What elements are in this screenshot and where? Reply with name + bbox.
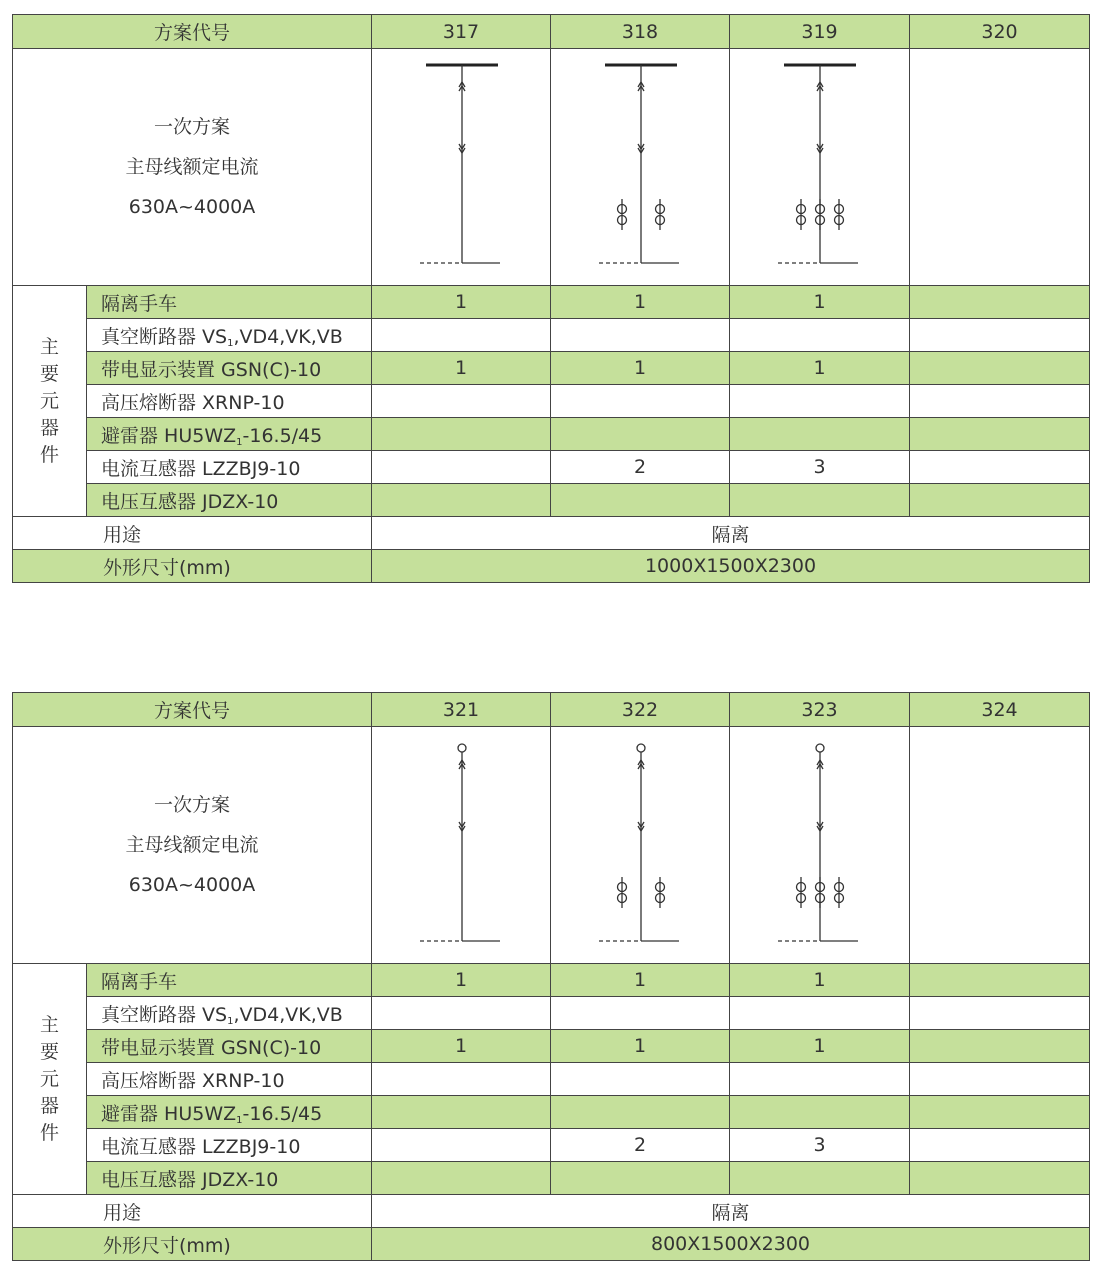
component-name-text: 电压互感器 JDZX-10 bbox=[101, 1168, 279, 1191]
main-components-char: 器 bbox=[39, 416, 59, 439]
component-quantity bbox=[910, 352, 1090, 385]
component-name bbox=[87, 997, 372, 1030]
component-name bbox=[87, 451, 372, 484]
component-quantity: 1 bbox=[730, 286, 910, 319]
component-row bbox=[13, 1096, 1090, 1129]
component-quantity bbox=[910, 964, 1090, 997]
component-name bbox=[87, 964, 372, 997]
component-quantity bbox=[551, 1063, 730, 1096]
spec-table bbox=[12, 14, 1090, 583]
scheme-code: 317 bbox=[372, 15, 551, 49]
component-name bbox=[87, 484, 372, 517]
component-quantity: 1 bbox=[551, 286, 730, 319]
main-components-char: 主 bbox=[39, 1013, 59, 1036]
component-name-subscript: 1 bbox=[227, 1015, 234, 1027]
component-name-text: 高压熔断器 XRNP-10 bbox=[101, 1069, 285, 1092]
component-row bbox=[13, 418, 1090, 451]
component-name-text: 隔离手车 bbox=[101, 970, 178, 993]
single-line-diagram bbox=[730, 49, 910, 286]
scheme-code: 324 bbox=[910, 693, 1090, 727]
component-name bbox=[87, 418, 372, 451]
single-line-diagram bbox=[372, 49, 551, 286]
component-name bbox=[87, 1129, 372, 1162]
scheme-code: 320 bbox=[910, 15, 1090, 49]
component-name-subscript: 1 bbox=[236, 1114, 243, 1126]
component-row bbox=[13, 1162, 1090, 1195]
component-quantity: 1 bbox=[730, 964, 910, 997]
component-row bbox=[13, 964, 1090, 997]
component-quantity bbox=[551, 385, 730, 418]
component-quantity bbox=[910, 1162, 1090, 1195]
busbar-rated-current-label: 主母线额定电流 bbox=[125, 156, 259, 178]
component-quantity bbox=[551, 997, 730, 1030]
main-components-char: 器 bbox=[39, 1094, 59, 1117]
component-quantity: 1 bbox=[372, 352, 551, 385]
component-row bbox=[13, 319, 1090, 352]
primary-scheme-title: 一次方案 bbox=[154, 116, 231, 138]
component-quantity: 1 bbox=[551, 1030, 730, 1063]
usage-value: 隔离 bbox=[372, 517, 1090, 550]
main-components-char: 元 bbox=[39, 1067, 59, 1090]
component-name bbox=[87, 1162, 372, 1195]
single-line-diagram bbox=[551, 49, 730, 286]
component-name-text: 真空断路器 VS bbox=[101, 1003, 228, 1026]
component-name-text: 真空断路器 VS bbox=[101, 325, 228, 348]
component-name bbox=[87, 1063, 372, 1096]
usage-label: 用途 bbox=[13, 517, 372, 550]
component-quantity bbox=[372, 1063, 551, 1096]
main-components-char: 要 bbox=[39, 362, 59, 385]
main-components-label bbox=[13, 286, 87, 517]
main-components-char: 元 bbox=[39, 389, 59, 412]
scheme-code: 323 bbox=[730, 693, 910, 727]
component-row bbox=[13, 1030, 1090, 1063]
component-quantity bbox=[551, 484, 730, 517]
scheme-code: 318 bbox=[551, 15, 730, 49]
component-quantity bbox=[730, 997, 910, 1030]
circuit-diagram bbox=[372, 49, 551, 285]
usage-value: 隔离 bbox=[372, 1195, 1090, 1228]
primary-scheme-label bbox=[13, 727, 372, 964]
size-value: 1000X1500X2300 bbox=[372, 550, 1090, 583]
single-line-diagram bbox=[551, 727, 730, 964]
scheme-code: 321 bbox=[372, 693, 551, 727]
component-quantity: 1 bbox=[372, 286, 551, 319]
component-name-text: 电压互感器 JDZX-10 bbox=[101, 490, 279, 513]
component-quantity bbox=[910, 1030, 1090, 1063]
component-quantity bbox=[372, 418, 551, 451]
component-quantity bbox=[372, 1096, 551, 1129]
component-quantity bbox=[730, 385, 910, 418]
component-quantity bbox=[372, 451, 551, 484]
component-name-text: 避雷器 HU5WZ bbox=[101, 424, 237, 447]
circuit-diagram bbox=[551, 727, 730, 963]
circuit-diagram bbox=[730, 49, 909, 285]
header-row bbox=[13, 693, 1090, 727]
component-quantity bbox=[910, 286, 1090, 319]
component-quantity bbox=[910, 1129, 1090, 1162]
component-quantity bbox=[372, 319, 551, 352]
size-label: 外形尺寸(mm) bbox=[13, 550, 372, 583]
single-line-diagram bbox=[910, 727, 1090, 964]
circuit-diagram bbox=[551, 49, 730, 285]
component-quantity bbox=[372, 385, 551, 418]
component-quantity bbox=[910, 319, 1090, 352]
component-name bbox=[87, 1096, 372, 1129]
component-quantity bbox=[910, 1096, 1090, 1129]
component-quantity: 2 bbox=[551, 451, 730, 484]
component-row bbox=[13, 451, 1090, 484]
component-quantity bbox=[910, 997, 1090, 1030]
component-quantity bbox=[730, 1162, 910, 1195]
component-name-suffix: ,VD4,VK,VB bbox=[233, 325, 343, 348]
size-label: 外形尺寸(mm) bbox=[13, 1228, 372, 1261]
component-name bbox=[87, 286, 372, 319]
component-quantity: 2 bbox=[551, 1129, 730, 1162]
circuit-diagram bbox=[372, 727, 551, 963]
current-range: 630A~4000A bbox=[128, 196, 256, 218]
component-quantity bbox=[730, 418, 910, 451]
component-quantity bbox=[372, 1129, 551, 1162]
component-quantity bbox=[372, 997, 551, 1030]
component-name-suffix: -16.5/45 bbox=[242, 424, 323, 447]
component-row bbox=[13, 286, 1090, 319]
main-components-char: 件 bbox=[39, 1121, 59, 1144]
component-row bbox=[13, 1129, 1090, 1162]
scheme-code-label: 方案代号 bbox=[13, 15, 372, 49]
component-quantity: 1 bbox=[372, 964, 551, 997]
scheme-table-2 bbox=[12, 692, 1089, 1261]
component-quantity bbox=[910, 385, 1090, 418]
diagram-row bbox=[13, 49, 1090, 286]
component-quantity bbox=[910, 484, 1090, 517]
component-row bbox=[13, 352, 1090, 385]
primary-scheme-title: 一次方案 bbox=[154, 794, 231, 816]
component-name bbox=[87, 385, 372, 418]
component-quantity: 1 bbox=[730, 352, 910, 385]
component-name-text: 隔离手车 bbox=[101, 292, 178, 315]
component-row bbox=[13, 484, 1090, 517]
component-name-text: 带电显示装置 GSN(C)-10 bbox=[101, 358, 322, 381]
component-row bbox=[13, 1063, 1090, 1096]
component-quantity bbox=[372, 1162, 551, 1195]
component-name-text: 带电显示装置 GSN(C)-10 bbox=[101, 1036, 322, 1059]
component-name-text: 电流互感器 LZZBJ9-10 bbox=[101, 457, 301, 480]
component-quantity bbox=[730, 484, 910, 517]
component-quantity: 1 bbox=[372, 1030, 551, 1063]
component-quantity bbox=[910, 418, 1090, 451]
component-name bbox=[87, 352, 372, 385]
single-line-diagram bbox=[910, 49, 1090, 286]
component-name-text: 电流互感器 LZZBJ9-10 bbox=[101, 1135, 301, 1158]
component-quantity bbox=[551, 1096, 730, 1129]
component-name-subscript: 1 bbox=[236, 436, 243, 448]
main-components-char: 件 bbox=[39, 443, 59, 466]
single-line-diagram bbox=[730, 727, 910, 964]
scheme-code: 319 bbox=[730, 15, 910, 49]
component-name bbox=[87, 1030, 372, 1063]
single-line-diagram bbox=[372, 727, 551, 964]
component-quantity bbox=[910, 451, 1090, 484]
component-quantity: 3 bbox=[730, 451, 910, 484]
component-row bbox=[13, 997, 1090, 1030]
main-components-char: 主 bbox=[39, 335, 59, 358]
component-quantity: 1 bbox=[551, 964, 730, 997]
component-name bbox=[87, 319, 372, 352]
scheme-code: 322 bbox=[551, 693, 730, 727]
component-quantity bbox=[372, 484, 551, 517]
header-row bbox=[13, 15, 1090, 49]
component-name-text: 高压熔断器 XRNP-10 bbox=[101, 391, 285, 414]
component-quantity: 1 bbox=[730, 1030, 910, 1063]
busbar-rated-current-label: 主母线额定电流 bbox=[125, 834, 259, 856]
scheme-table-1 bbox=[12, 14, 1089, 583]
scheme-code-label: 方案代号 bbox=[13, 693, 372, 727]
spec-table bbox=[12, 692, 1090, 1261]
component-name-subscript: 1 bbox=[227, 337, 234, 349]
component-quantity: 1 bbox=[551, 352, 730, 385]
usage-row bbox=[13, 1195, 1090, 1228]
usage-label: 用途 bbox=[13, 1195, 372, 1228]
component-quantity bbox=[551, 319, 730, 352]
size-row bbox=[13, 550, 1090, 583]
component-quantity bbox=[730, 319, 910, 352]
main-components-char: 要 bbox=[39, 1040, 59, 1063]
component-quantity: 3 bbox=[730, 1129, 910, 1162]
diagram-row bbox=[13, 727, 1090, 964]
size-value: 800X1500X2300 bbox=[372, 1228, 1090, 1261]
current-range: 630A~4000A bbox=[128, 874, 256, 896]
component-name-suffix: -16.5/45 bbox=[242, 1102, 323, 1125]
size-row bbox=[13, 1228, 1090, 1261]
main-components-label bbox=[13, 964, 87, 1195]
component-quantity bbox=[551, 418, 730, 451]
component-row bbox=[13, 385, 1090, 418]
primary-scheme-label bbox=[13, 49, 372, 286]
component-name-text: 避雷器 HU5WZ bbox=[101, 1102, 237, 1125]
component-quantity bbox=[551, 1162, 730, 1195]
component-quantity bbox=[730, 1096, 910, 1129]
component-quantity bbox=[730, 1063, 910, 1096]
circuit-diagram bbox=[730, 727, 909, 963]
component-quantity bbox=[910, 1063, 1090, 1096]
usage-row bbox=[13, 517, 1090, 550]
component-name-suffix: ,VD4,VK,VB bbox=[233, 1003, 343, 1026]
